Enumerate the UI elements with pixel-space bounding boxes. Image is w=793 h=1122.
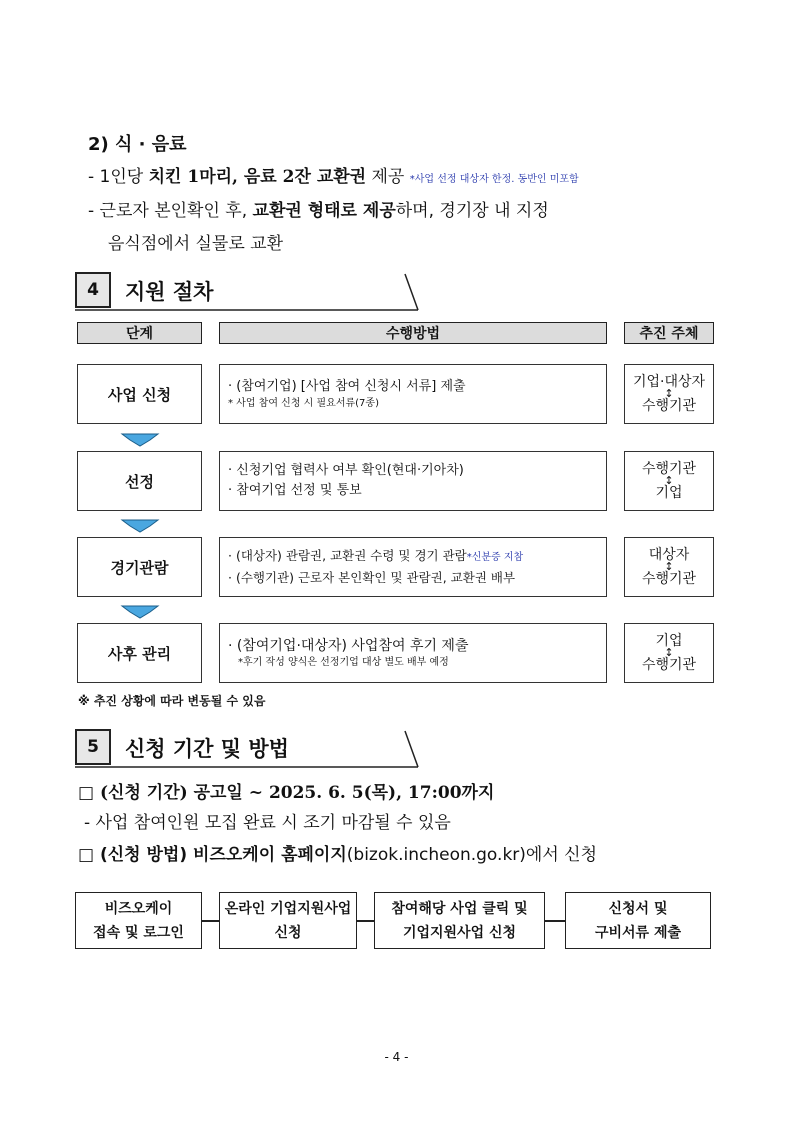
method-followup-line2: *후기 작성 양식은 선정기업 대상 별도 배부 예정 bbox=[238, 657, 449, 668]
food-line-1-note: *사업 선정 대상자 한정. 동반인 미포함 bbox=[409, 174, 579, 185]
method-watching-tag: *신분증 지참 bbox=[466, 552, 524, 563]
actor-selection bbox=[624, 451, 714, 511]
food-line-2-tail: 하며, 경기장 내 지정 bbox=[395, 201, 549, 221]
column-actor: 추진 주체 bbox=[624, 322, 714, 344]
method-watching-line2: · (수행기관) 근로자 본인확인 및 관람권, 교환권 배부 bbox=[228, 570, 516, 585]
apply-method bbox=[78, 840, 597, 865]
actor-apply-top: 기업·대상자 bbox=[632, 374, 706, 390]
down-arrow-icon bbox=[120, 433, 160, 447]
food-line-1-dash: - 1인당 bbox=[88, 167, 149, 187]
method-watching bbox=[219, 537, 607, 597]
actor-watching-top: 대상자 bbox=[648, 547, 690, 563]
flow-connector bbox=[357, 920, 374, 922]
method-watching-line1 bbox=[228, 546, 598, 568]
stage-selection: 선정 bbox=[77, 451, 202, 511]
section-5-number: 5 bbox=[75, 729, 111, 765]
flow-step-login-line2: 접속 및 로그인 bbox=[93, 924, 184, 941]
method-apply-line2: * 사업 참여 신청 시 필요서류(7종) bbox=[228, 398, 379, 409]
section-4-number: 4 bbox=[75, 272, 111, 308]
flow-step-online-apply-line2: 신청 bbox=[274, 924, 302, 941]
down-arrow-icon bbox=[120, 519, 160, 533]
apply-period-note: - 사업 참여인원 모집 완료 시 조기 마감될 수 있음 bbox=[84, 813, 451, 833]
food-line-2-bold: 교환권 형태로 제공 bbox=[252, 201, 396, 221]
section-4-header bbox=[75, 272, 420, 312]
flow-step-online-apply bbox=[219, 892, 357, 949]
food-line-1-tail: 제공 bbox=[366, 167, 410, 187]
flow-connector bbox=[545, 920, 565, 922]
section-4-title: 지원 절차 bbox=[125, 280, 214, 304]
flow-step-select-program-line2: 기업지원사업 신청 bbox=[402, 924, 517, 941]
actor-watching bbox=[624, 537, 714, 597]
section-5-header bbox=[75, 729, 420, 769]
page-number: - 4 - bbox=[384, 1050, 409, 1064]
actor-selection-bottom: 기업 bbox=[655, 485, 683, 501]
flow-step-online-apply-line1: 온라인 기업지원사업 bbox=[224, 900, 352, 917]
method-selection bbox=[219, 451, 607, 511]
down-arrow-icon bbox=[120, 605, 160, 619]
flow-step-login-line1: 비즈오케이 bbox=[104, 900, 173, 917]
actor-followup bbox=[624, 623, 714, 683]
food-line-2-dash: - 근로자 본인확인 후, bbox=[88, 201, 253, 221]
flow-step-submit-documents bbox=[565, 892, 711, 949]
updown-arrow-icon: ↕ bbox=[664, 560, 674, 573]
method-watching-line1-text: · (대상자) 관람권, 교환권 수령 및 경기 관람 bbox=[228, 548, 467, 563]
updown-arrow-icon: ↕ bbox=[664, 474, 674, 487]
actor-apply-bottom: 수행기관 bbox=[641, 398, 697, 414]
actor-watching-bottom: 수행기관 bbox=[641, 571, 697, 587]
flow-step-submit-documents-line1: 신청서 및 bbox=[608, 900, 668, 917]
updown-arrow-icon: ↕ bbox=[664, 387, 674, 400]
method-selection-line1: · 신청기업 협력사 여부 확인(현대·기아차) bbox=[228, 463, 464, 478]
actor-followup-bottom: 수행기관 bbox=[641, 657, 697, 673]
remark-note: ※ 추진 상황에 따라 변동될 수 있음 bbox=[78, 694, 266, 708]
flow-step-submit-documents-line2: 구비서류 제출 bbox=[594, 924, 682, 941]
apply-method-tail: (bizok.incheon.go.kr)에서 신청 bbox=[346, 845, 597, 865]
flow-step-select-program bbox=[374, 892, 545, 949]
food-heading: 2) 식 · 음료 bbox=[88, 134, 187, 155]
food-line-1 bbox=[88, 162, 579, 187]
method-apply-line1: · (참여기업) [사업 참여 신청시 서류] 제출 bbox=[228, 379, 466, 394]
method-followup bbox=[219, 623, 607, 683]
actor-selection-top: 수행기관 bbox=[641, 461, 697, 477]
flow-step-login bbox=[75, 892, 202, 949]
actor-apply bbox=[624, 364, 714, 424]
column-method: 수행방법 bbox=[219, 322, 607, 344]
actor-followup-top: 기업 bbox=[655, 633, 683, 649]
stage-watching: 경기관람 bbox=[77, 537, 202, 597]
food-line-3: 음식점에서 실물로 교환 bbox=[108, 234, 284, 254]
food-line-2 bbox=[88, 196, 549, 221]
stage-followup: 사후 관리 bbox=[77, 623, 202, 683]
method-selection-line2: · 참여기업 선정 및 통보 bbox=[228, 483, 362, 498]
method-followup-line1: · (참여기업·대상자) 사업참여 후기 제출 bbox=[228, 638, 469, 654]
apply-method-bold: □ (신청 방법) 비즈오케이 홈페이지 bbox=[78, 845, 347, 865]
column-stage: 단계 bbox=[77, 322, 202, 344]
stage-apply: 사업 신청 bbox=[77, 364, 202, 424]
flow-connector bbox=[202, 920, 219, 922]
method-apply bbox=[219, 364, 607, 424]
updown-arrow-icon: ↕ bbox=[664, 646, 674, 659]
section-5-title: 신청 기간 및 방법 bbox=[125, 737, 289, 761]
flow-step-select-program-line1: 참여해당 사업 클릭 및 bbox=[391, 900, 528, 917]
food-line-1-bold: 치킨 1마리, 음료 2잔 교환권 bbox=[148, 167, 367, 187]
apply-period: □ (신청 기간) 공고일 ~ 2025. 6. 5(목), 17:00까지 bbox=[78, 783, 495, 803]
